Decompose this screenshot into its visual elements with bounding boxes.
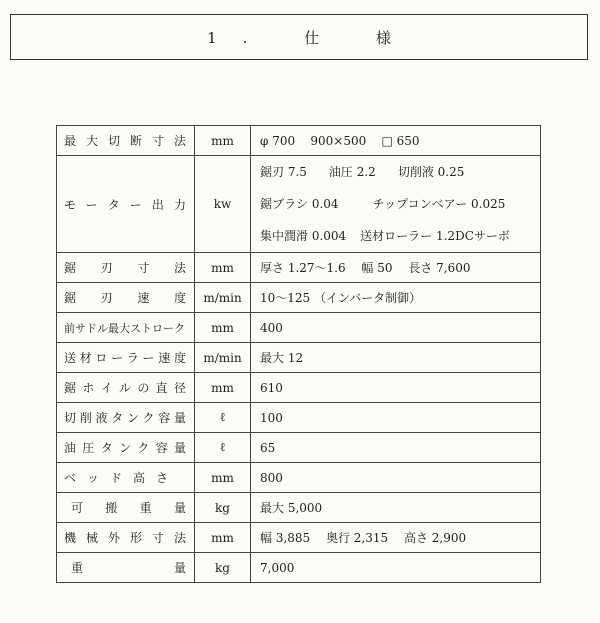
row-value: 400 xyxy=(251,313,541,343)
row-value: 800 xyxy=(251,463,541,493)
motor-item: 鋸刃 7.5 xyxy=(260,165,307,179)
motor-item: 送材ローラー 1.2DCサーボ xyxy=(360,229,510,243)
page-title: 1. 仕 様 xyxy=(207,28,417,47)
motor-item: チップコンベアー 0.025 xyxy=(372,197,506,211)
motor-item: 切削液 0.25 xyxy=(397,165,465,179)
row-unit: mm xyxy=(195,126,251,156)
table-row xyxy=(57,313,541,343)
row-label: 可搬重量 xyxy=(57,493,195,523)
row-label: 切削液タンク容量 xyxy=(57,403,195,433)
row-unit: kw xyxy=(195,156,251,253)
motor-line xyxy=(260,220,536,252)
table-row xyxy=(57,126,541,156)
row-value: 100 xyxy=(251,403,541,433)
row-value: 65 xyxy=(251,433,541,463)
row-unit: mm xyxy=(195,313,251,343)
row-value: φ 700 900×500 □ 650 xyxy=(251,126,541,156)
row-unit: kg xyxy=(195,493,251,523)
row-unit: mm xyxy=(195,463,251,493)
motor-item: 油圧 2.2 xyxy=(328,165,376,179)
title-box xyxy=(10,14,588,60)
row-label: 重量 xyxy=(57,553,195,583)
motor-item: 鋸ブラシ 0.04 xyxy=(260,197,339,211)
table-row xyxy=(57,493,541,523)
row-value: 最大 5,000 xyxy=(251,493,541,523)
row-unit: m/min xyxy=(195,343,251,373)
row-label: モーター出力 xyxy=(57,156,195,253)
row-value: 7,000 xyxy=(251,553,541,583)
table-row xyxy=(57,463,541,493)
row-unit: mm xyxy=(195,253,251,283)
row-label: 鋸ホイルの直径 xyxy=(57,373,195,403)
row-label: 機械外形寸法 xyxy=(57,523,195,553)
row-unit: kg xyxy=(195,553,251,583)
table-row xyxy=(57,283,541,313)
motor-line xyxy=(260,156,536,188)
row-value: 10～125 （インバータ制御） xyxy=(251,283,541,313)
spec-table xyxy=(56,125,541,583)
motor-item: 集中潤滑 0.004 xyxy=(260,229,347,243)
row-value: 610 xyxy=(251,373,541,403)
row-unit: mm xyxy=(195,523,251,553)
row-label: 鋸刃速度 xyxy=(57,283,195,313)
row-value: 幅 3,885 奥行 2,315 高さ 2,900 xyxy=(251,523,541,553)
motor-line xyxy=(260,188,536,220)
table-row xyxy=(57,343,541,373)
table-row xyxy=(57,433,541,463)
table-row xyxy=(57,403,541,433)
row-label: 最大切断寸法 xyxy=(57,126,195,156)
row-label: 送材ローラー速度 xyxy=(57,343,195,373)
row-unit: m/min xyxy=(195,283,251,313)
table-row xyxy=(57,523,541,553)
row-value xyxy=(251,156,541,253)
row-unit: mm xyxy=(195,373,251,403)
table-row xyxy=(57,553,541,583)
row-label: ベッド高さ xyxy=(57,463,195,493)
row-label: 鋸刃寸法 xyxy=(57,253,195,283)
row-label: 油圧タンク容量 xyxy=(57,433,195,463)
table-row xyxy=(57,253,541,283)
table-row xyxy=(57,156,541,253)
row-unit: ℓ xyxy=(195,433,251,463)
row-label: 前サドル最大ストローク xyxy=(57,313,195,343)
row-value: 最大 12 xyxy=(251,343,541,373)
row-unit: ℓ xyxy=(195,403,251,433)
row-value: 厚さ 1.27～1.6 幅 50 長さ 7,600 xyxy=(251,253,541,283)
table-row xyxy=(57,373,541,403)
